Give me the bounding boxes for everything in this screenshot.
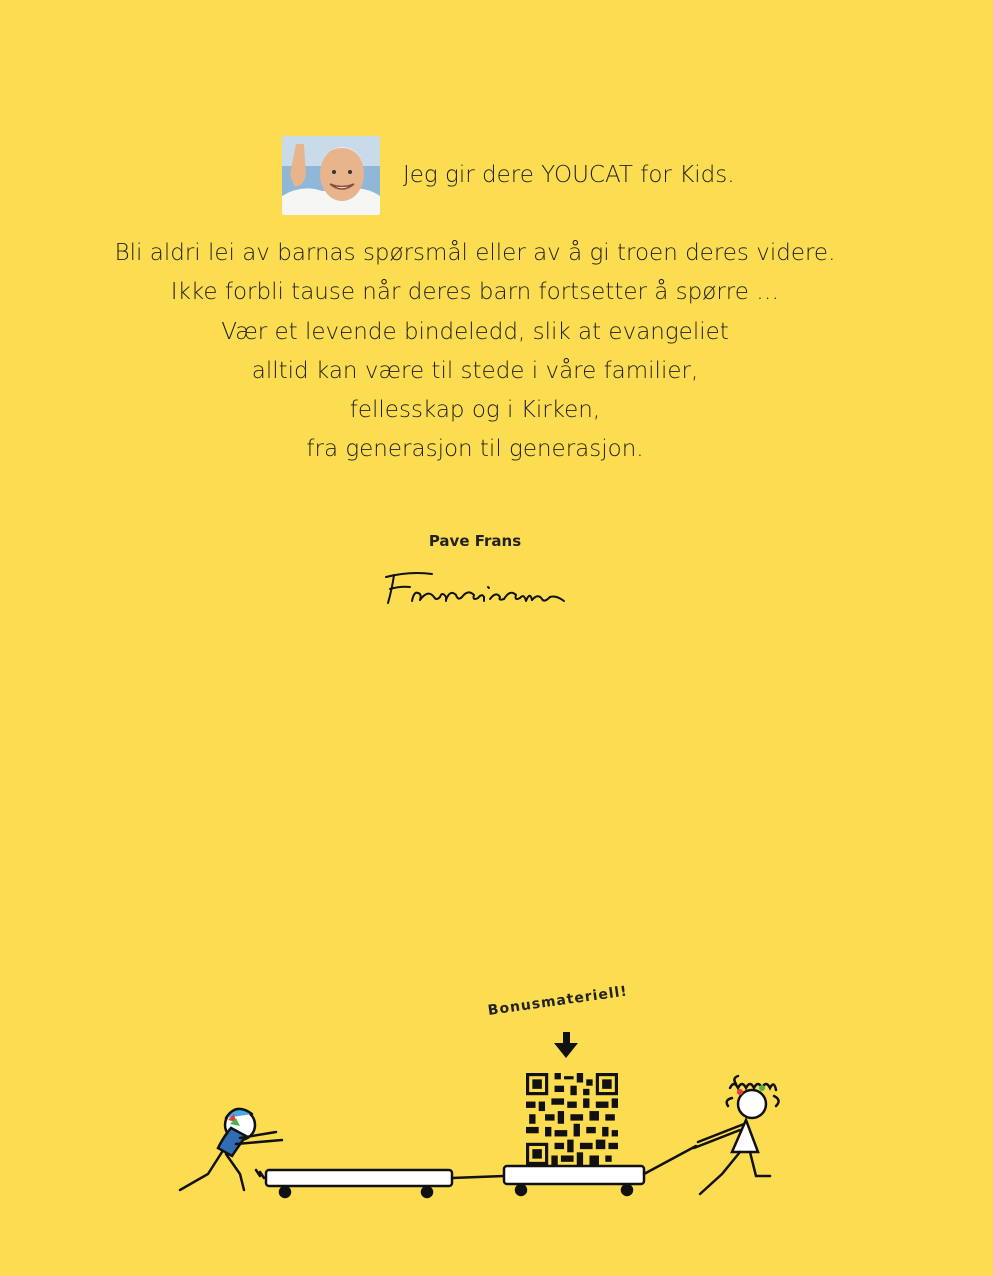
quote-line: Bli aldri lei av barnas spørsmål eller av å gi troen deres videre.	[114, 240, 836, 266]
wagon	[504, 1166, 644, 1195]
wagon	[266, 1170, 452, 1197]
illustration	[0, 980, 993, 1220]
qr-code	[526, 1073, 618, 1165]
intro-text: Jeg gir dere YOUCAT for Kids.	[403, 162, 735, 188]
quote-line: Vær et levende bindeledd, slik at evangeliet	[221, 318, 729, 345]
quote-line: Ikke forbli tause når deres barn fortsetter å spørre …	[170, 279, 780, 306]
quote-line: fellesskap og i Kirken,	[349, 397, 601, 424]
portrait-photo	[282, 136, 380, 215]
quote	[0, 234, 950, 470]
arrow-down-icon	[554, 1032, 578, 1058]
author-name: Pave Frans	[428, 532, 522, 550]
signature	[380, 567, 570, 611]
bonus-label: Bonusmateriell!	[486, 983, 629, 1019]
quote-line: alltid kan være til stede i våre familier,	[251, 357, 699, 384]
quote-line: fra generasjon til generasjon.	[306, 436, 644, 463]
stick-figure-girl	[644, 1076, 779, 1194]
